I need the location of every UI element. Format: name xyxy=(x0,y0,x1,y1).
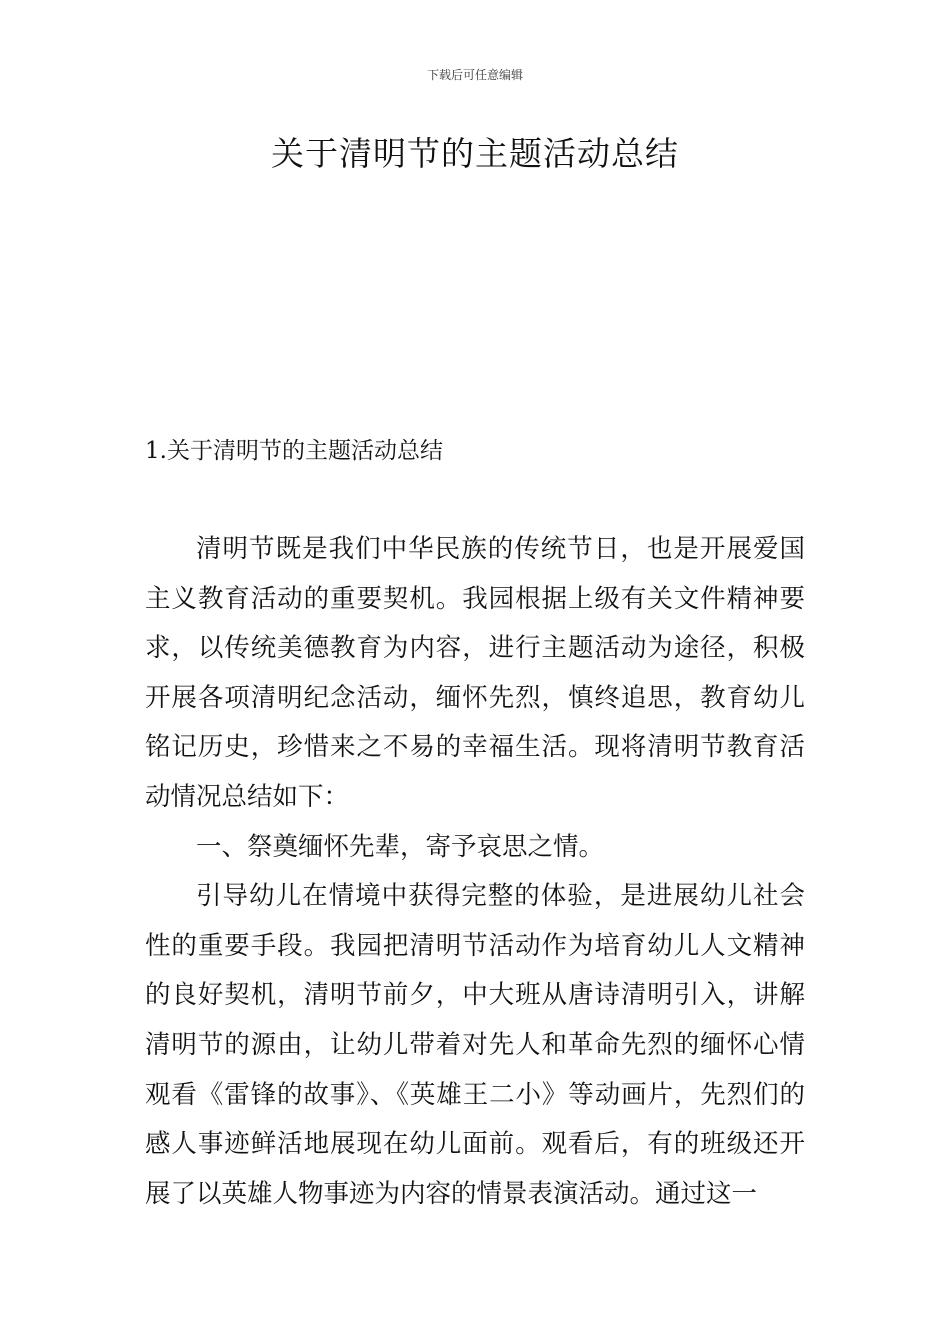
paragraph-body-1: 引导幼儿在情境中获得完整的体验，是进展幼儿社会性的重要手段。我园把清明节活动作为培育幼儿人文精神的良好契机，清明节前夕，中大班从唐诗清明引入，讲解清明节的源由，让幼儿带着对先人和革命先烈的缅怀心情观看《雷锋的故事》、《英雄王二小》等动画片，先烈们的感人事迹鲜活地展现在幼儿面前。观看后，有的班级还开展了以英雄人物事迹为内容的情景表演活动。通过这一 xyxy=(145,881,805,1209)
document-title: 关于清明节的主题活动总结 xyxy=(271,134,679,173)
section-heading: 1.关于清明节的主题活动总结 xyxy=(145,438,443,464)
paragraph-subheading-1: 一、祭奠缅怀先辈，寄予哀思之情。 xyxy=(196,831,605,862)
body-text xyxy=(145,525,805,1219)
header-note: 下载后可任意编辑 xyxy=(426,68,523,82)
paragraph-intro: 清明节既是我们中华民族的传统节日，也是开展爱国主义教育活动的重要契机。我园根据上级有关文件精神要求，以传统美德教育为内容，进行主题活动为途径，积极开展各项清明纪念活动，缅怀先烈，慎终追思，教育幼儿铭记历史，珍惜来之不易的幸福生活。现将清明节教育活动情况总结如下： xyxy=(145,534,805,812)
